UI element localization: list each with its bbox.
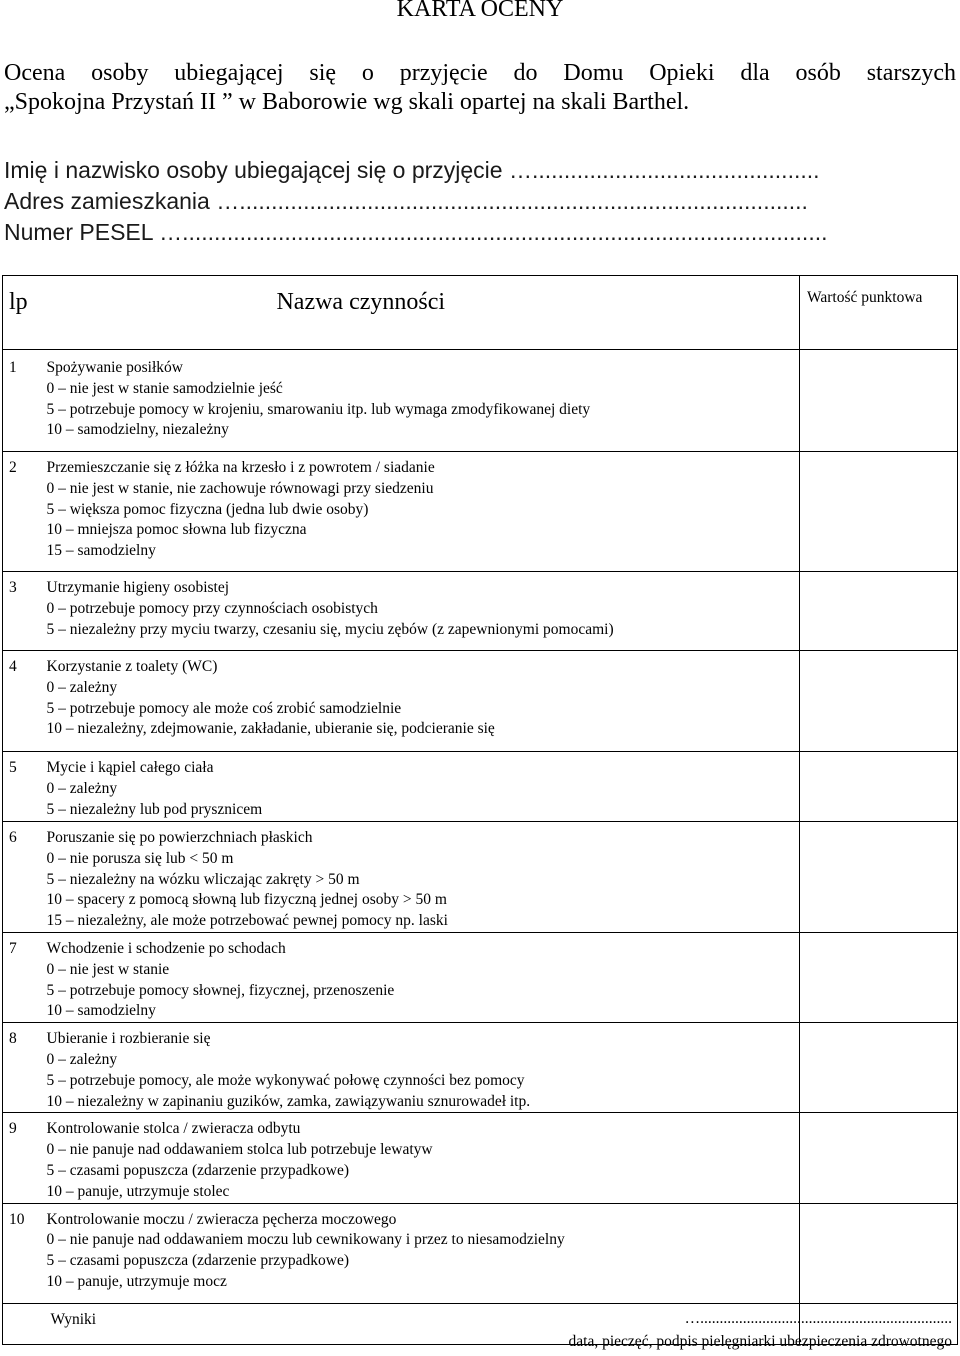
intro-line-2: „Spokojna Przystań II ” w Baborowie wg skali opartej na skali Barthel. [4,89,690,115]
activity-title: Przemieszczanie się z łóżka na krzesło i z powrotem / siadanie [46,459,435,476]
score-option: 0 – zależny [46,1050,118,1068]
score-option: 0 – nie jest w stanie samodzielnie jeść [46,379,283,397]
activity-title: Spożywanie posiłków [46,359,183,376]
address-field: Adres zamieszkania …......................................................................................... [4,188,808,214]
activity-title: Poruszanie się po powierzchniach płaskich [46,829,313,846]
activity-description [43,350,800,452]
activity-title: Korzystanie z toalety (WC) [46,658,218,675]
row-number: 1 [3,350,43,452]
activity-description [43,651,800,752]
score-option: 5 – większa pomoc fizyczna (jedna lub dwie osoby) [46,500,369,518]
table-row [3,1203,958,1303]
activity-description [43,572,800,651]
table-row [3,1113,958,1203]
table-row [3,651,958,752]
header-lp: lp [3,276,43,350]
activity-description [43,752,800,822]
activity-description [43,452,800,572]
intro-paragraph [4,59,956,117]
row-number: 10 [3,1203,43,1303]
score-option: 5 – potrzebuje pomocy słownej, fizycznej, przenoszenie [46,981,395,999]
points-value-cell[interactable] [800,452,958,572]
score-option: 5 – czasami popuszcza (zdarzenie przypadkowe) [46,1161,350,1179]
activity-description [43,1203,800,1303]
score-option: 0 – nie jest w stanie [46,960,170,978]
barthel-scale-table [2,275,958,1345]
score-option: 10 – panuje, utrzymuje stolec [46,1182,230,1200]
pesel-field: Numer PESEL …..................................................................................................... [4,219,828,245]
score-option: 10 – panuje, utrzymuje mocz [46,1272,227,1290]
activity-title: Utrzymanie higieny osobistej [46,579,230,596]
score-option: 5 – niezależny przy myciu twarzy, czesaniu się, myciu zębów (z zapewnionymi pomocami) [46,620,614,638]
points-value-cell[interactable] [800,822,958,933]
score-option: 0 – nie panuje nad oddawaniem moczu lub cewnikowany i przez to niesamodzielny [46,1231,565,1249]
points-value-cell[interactable] [800,752,958,822]
score-option: 5 – czasami popuszcza (zdarzenie przypadkowe) [46,1252,350,1270]
score-option: 0 – nie porusza się lub < 50 m [46,849,234,867]
score-option: 0 – zależny [46,678,118,696]
points-value-cell[interactable] [800,1023,958,1113]
row-number: 8 [3,1023,43,1113]
row-number: 3 [3,572,43,651]
activity-title: Kontrolowanie moczu / zwieracza pęcherza moczowego [46,1210,397,1228]
name-field: Imię i nazwisko osoby ubiegającej się o przyjęcie …............................................. [4,157,820,183]
table-row [3,752,958,822]
table-row [3,933,958,1023]
activity-description [43,933,800,1023]
points-value-cell[interactable] [800,933,958,1023]
row-number: 9 [3,1113,43,1203]
score-option: 15 – samodzielny [46,542,156,560]
activity-title: Mycie i kąpiel całego ciała [46,759,214,776]
document-title: KARTA OCENY [396,0,564,22]
score-option: 5 – potrzebuje pomocy w krojeniu, smarowaniu itp. lub wymaga zmodyfikowanej diety [46,400,591,418]
signature-dots: …................................................................. [684,1310,952,1327]
score-option: 10 – samodzielny, niezależny [46,421,229,439]
score-option: 5 – niezależny lub pod prysznicem [46,800,263,818]
score-option: 10 – mniejsza pomoc słowna lub fizyczna [46,521,307,539]
intro-line-1: Ocena osoby ubiegającej się o przyjęcie do Domu Opieki dla osób starszych [4,60,956,86]
points-value-cell[interactable] [800,572,958,651]
activity-description [43,1023,800,1113]
header-activity-name: Nazwa czynności [43,276,800,350]
points-value-cell[interactable] [800,1113,958,1203]
row-number: 4 [3,651,43,752]
row-number: 2 [3,452,43,572]
header-points-value: Wartość punktowa [800,276,958,350]
table-row [3,1023,958,1113]
score-option: 10 – spacery z pomocą słowną lub fizyczną jednej osoby > 50 m [46,891,447,909]
score-option: 10 – niezależny w zapinaniu guzików, zamka, zawiązywaniu sznurowadeł itp. [46,1092,531,1110]
row-number: 5 [3,752,43,822]
personal-data-fields [4,155,956,248]
score-option: 5 – potrzebuje pomocy, ale może wykonywać połowę czynności bez pomocy [46,1071,525,1089]
score-option: 5 – potrzebuje pomocy ale może coś zrobić samodzielnie [46,699,402,717]
results-lp-cell [3,1303,43,1344]
table-row [3,572,958,651]
activity-description [43,822,800,933]
signature-caption: data, pieczęć, podpis pielęgniarki ubezpieczenia zdrowotnego [568,1333,952,1350]
activity-title: Kontrolowanie stolca / zwieracza odbytu [46,1120,301,1138]
score-option: 0 – potrzebuje pomocy przy czynnościach osobistych [46,599,378,617]
score-option: 10 – samodzielny [46,1002,156,1020]
table-row [3,350,958,452]
score-option: 15 – niezależny, ale może potrzebować pewnej pomocy np. laski [46,912,448,930]
score-option: 0 – nie jest w stanie, nie zachowuje równowagi przy siedzeniu [46,479,434,497]
table-row [3,452,958,572]
row-number: 7 [3,933,43,1023]
activity-title: Wchodzenie i schodzenie po schodach [46,940,286,957]
score-option: 10 – niezależny, zdejmowanie, zakładanie, ubieranie się, podcieranie się [46,720,495,738]
activity-description [43,1113,800,1203]
score-option: 5 – niezależny na wózku wliczając zakręty > 50 m [46,870,360,888]
table-row [3,822,958,933]
row-number: 6 [3,822,43,933]
points-value-cell[interactable] [800,1203,958,1303]
score-option: 0 – nie panuje nad oddawaniem stolca lub potrzebuje lewatyw [46,1141,433,1159]
points-value-cell[interactable] [800,651,958,752]
table-header-row [3,276,958,350]
points-value-cell[interactable] [800,350,958,452]
activity-title: Ubieranie i rozbieranie się [46,1030,211,1048]
results-label: Wyniki [50,1310,97,1328]
score-option: 0 – zależny [46,779,118,797]
